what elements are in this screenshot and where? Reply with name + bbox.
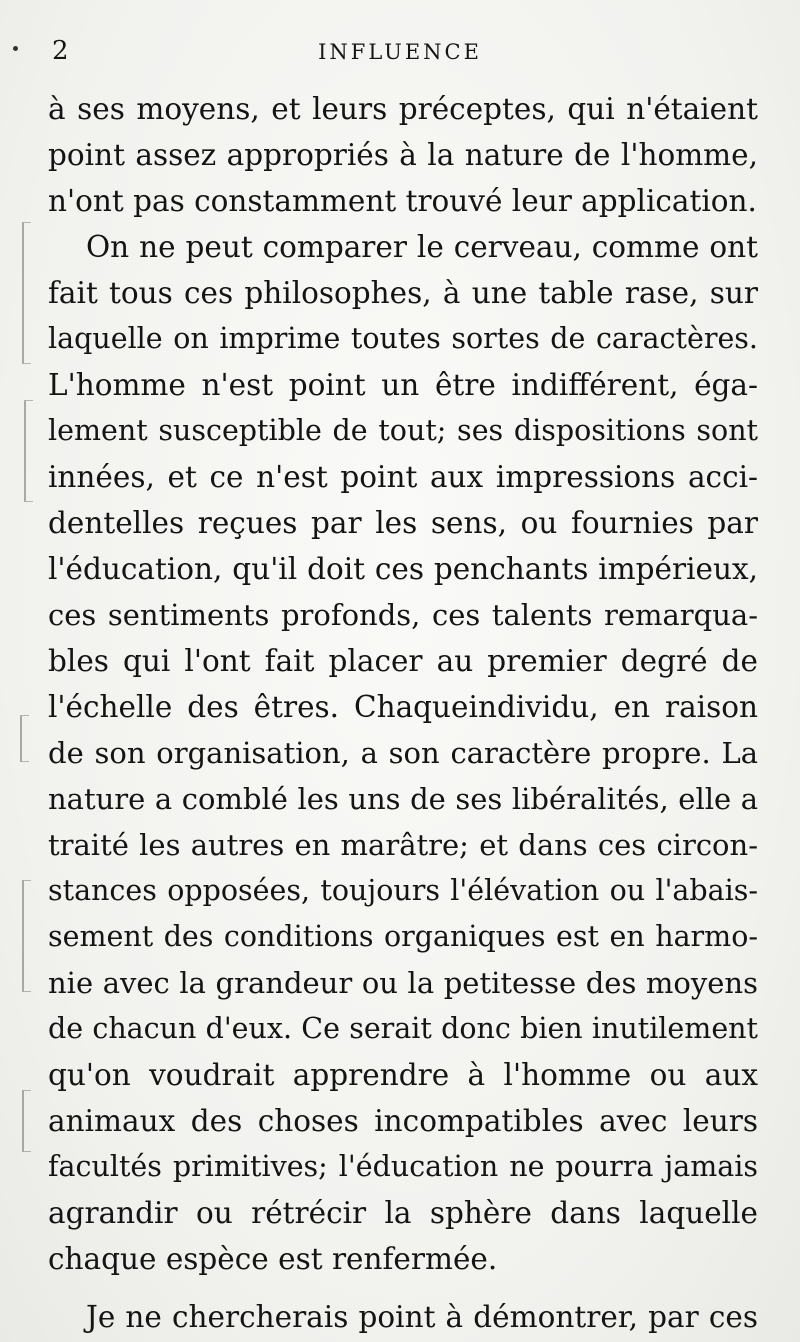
running-title: INFLUENCE [318,40,482,64]
page-number: 2 [52,36,70,66]
text-line: L'homme n'est point un être indifférent, éga- [48,368,758,402]
page-header [0,36,800,70]
margin-bracket [22,880,31,992]
text-line: qu'on voudrait apprendre à l'homme ou aux [48,1058,758,1092]
text-line: l'éducation, qu'il doit ces penchants impérieux, [48,552,758,586]
text-line: nie avec la grandeur ou la petitesse des moyens [48,966,758,1000]
text-line: nature a comblé les uns de ses libéralités, elle a [48,782,758,816]
text-line: On ne peut comparer le cerveau, comme ont [86,230,758,264]
text-line: dentelles reçues par les sens, ou fournies par [48,506,758,540]
text-line: de son organisation, a son caractère propre. La [48,736,758,770]
text-line: à ses moyens, et leurs préceptes, qui n'étaient [48,92,758,126]
text-line: agrandir ou rétrécir la sphère dans laquelle [48,1196,758,1230]
text-line: Je ne chercherais point à démontrer, par ces [86,1300,758,1334]
text-line: stances opposées, toujours l'élévation ou l'abais- [48,874,758,907]
text-line: sement des conditions organiques est en harmo- [48,920,758,953]
text-line: laquelle on imprime toutes sortes de caractères. [48,322,758,355]
text-line: point assez appropriés à la nature de l'homme, [48,138,758,172]
text-line: ces sentiments profonds, ces talents remarqua- [48,598,758,632]
margin-bracket [24,400,33,502]
text-line: traité les autres en marâtre; et dans ces circon- [48,828,758,862]
margin-bracket [20,715,29,762]
text-line: bles qui l'ont fait placer au premier degré de [48,644,758,678]
text-line: n'ont pas constamment trouvé leur application. [48,184,757,218]
text-line: chaque espèce est renfermée. [48,1242,498,1276]
text-line: de chacun d'eux. Ce serait donc bien inutilement [48,1012,758,1045]
text-line: l'échelle des êtres. Chaqueindividu, en raison [48,690,758,724]
text-line: facultés primitives; l'éducation ne pourra jamais [48,1150,758,1183]
text-line: lement susceptible de tout; ses dispositions sont [48,414,758,447]
text-line: innées, et ce n'est point aux impressions acci- [48,460,758,494]
margin-bracket [22,1090,31,1152]
body-text [48,86,758,1340]
text-line: fait tous ces philosophes, à une table rase, sur [48,276,758,310]
margin-bracket [22,222,31,364]
text-line: animaux des choses incompatibles avec leurs [48,1104,758,1138]
